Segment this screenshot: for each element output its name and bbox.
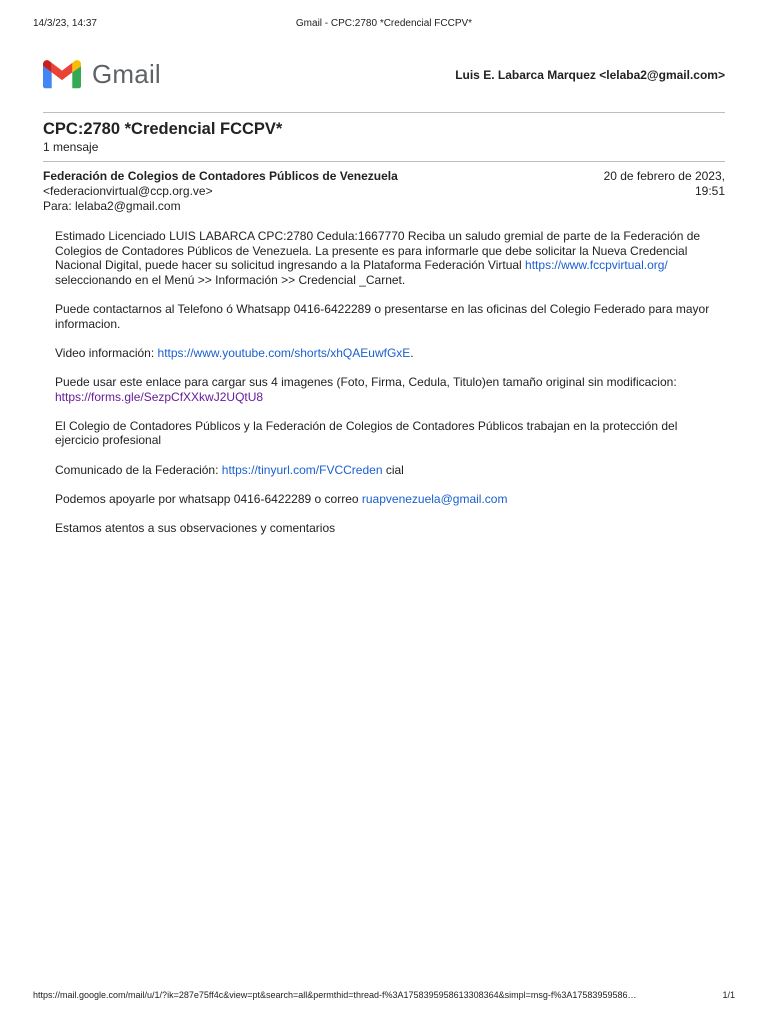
thread-subject: CPC:2780 *Credencial FCCPV* (43, 120, 283, 138)
page-number: 1/1 (722, 990, 735, 1000)
body-paragraph: El Colegio de Contadores Públicos y la Federación de Colegios de Contadores Públicos trabajan en la protección del ejercicio profesional (55, 418, 678, 448)
sender-email: <federacionvirtual@ccp.org.ve> (43, 184, 213, 198)
message-header (43, 169, 725, 214)
email-link[interactable]: ruapvenezuela@gmail.com (361, 491, 508, 506)
print-url: https://mail.google.com/mail/u/1/?ik=287e75ff4c&view=pt&search=all&permthid=thread-f%3A1758395958613308364&simpl=msg-f%3A17583959586… (33, 990, 637, 1000)
divider (43, 112, 725, 113)
header (43, 58, 725, 94)
recipient: Para: lelaba2@gmail.com (43, 199, 181, 213)
fccpvirtual-link[interactable]: https://www.fccpvirtual.org/ (525, 258, 668, 273)
body-paragraph: Video información: https://www.youtube.com/shorts/xhQAEuwfGxE. (55, 345, 414, 360)
body-paragraph: Estimado Licenciado LUIS LABARCA CPC:2780 Cedula:1667770 Reciba un saludo gremial de parte de la Federación de Colegios de Contadores Públicos de Venezuela. La presente es para informarle que debe solicitar la Nueva Credencial Nacional Digital, puede hacer su solicitud ingresando a la Plataforma Federación Virtual https://www.fccpvirtual.org/ seleccionando en el Menú >> Información >> Credencial _Carnet. (55, 229, 701, 287)
body-paragraph: Puede contactarnos al Telefono ó Whatsapp 0416-6422289 o presentarse en las oficinas del Colegio Federado para mayor informacion. (55, 301, 710, 331)
message-date-time: 19:51 (694, 184, 725, 198)
account-name: Luis E. Labarca Marquez <lelaba2@gmail.com> (455, 68, 725, 82)
divider (43, 161, 725, 162)
forms-link[interactable]: https://forms.gle/SezpCfXXkwJ2UQtU8 (55, 389, 264, 404)
print-header (33, 18, 735, 32)
message-body (55, 229, 716, 550)
gmail-logo-icon (43, 58, 81, 90)
print-datetime: 14/3/23, 14:37 (33, 18, 97, 29)
tinyurl-link[interactable]: https://tinyurl.com/FVCCreden (221, 462, 383, 477)
print-footer (33, 990, 735, 1002)
body-paragraph: Podemos apoyarle por whatsapp 0416-6422289 o correo ruapvenezuela@gmail.com (55, 491, 508, 506)
message-date-day: 20 de febrero de 2023, (603, 169, 725, 183)
print-title: Gmail - CPC:2780 *Credencial FCCPV* (295, 18, 473, 29)
message-count: 1 mensaje (43, 140, 99, 154)
message-date (565, 169, 725, 199)
body-paragraph: Puede usar este enlace para cargar sus 4 imagenes (Foto, Firma, Cedula, Titulo)en tamaño original sin modificacion: https://forms.gle/SezpCfXXkwJ2UQtU8 (55, 374, 677, 404)
body-paragraph: Estamos atentos a sus observaciones y comentarios (55, 520, 336, 535)
gmail-wordmark: Gmail (92, 59, 161, 89)
sender-name: Federación de Colegios de Contadores Públicos de Venezuela (43, 169, 398, 183)
body-paragraph: Comunicado de la Federación: https://tinyurl.com/FVCCreden cial (55, 462, 404, 477)
youtube-link[interactable]: https://www.youtube.com/shorts/xhQAEuwfGxE (157, 345, 411, 360)
